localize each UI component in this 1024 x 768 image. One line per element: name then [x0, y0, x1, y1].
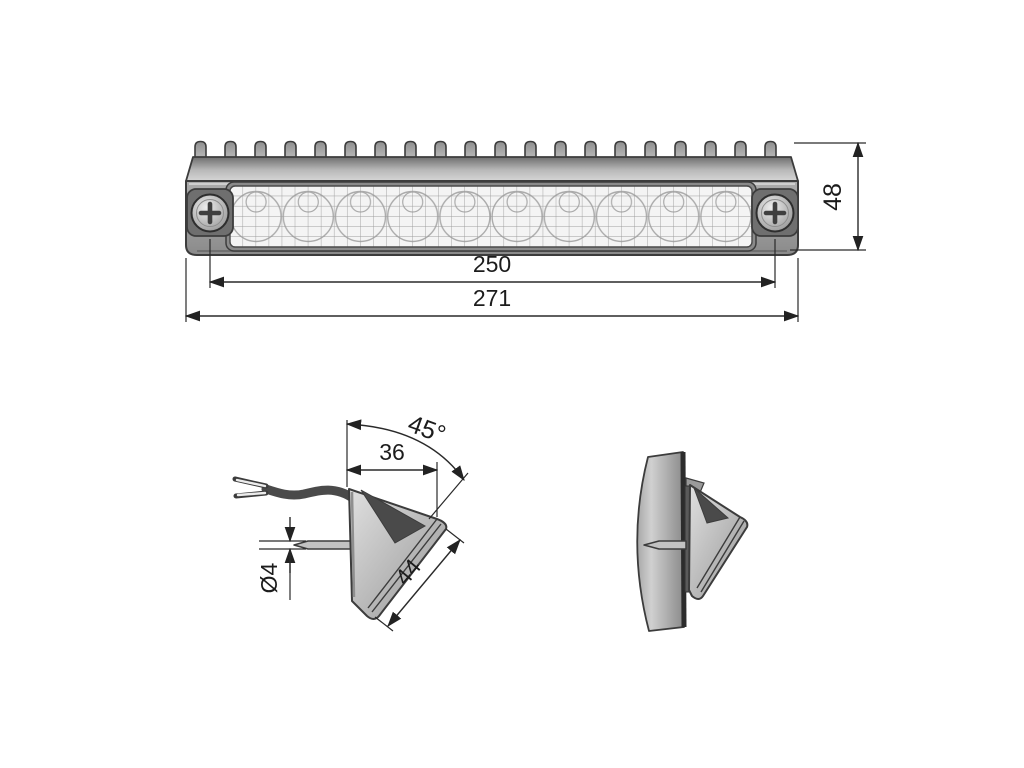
stripped-wires [235, 479, 266, 496]
bracket-wedge-body [689, 485, 747, 599]
phillips-screw-icon [187, 189, 233, 236]
lens-optics [230, 186, 752, 247]
dimension-overall-height [790, 143, 866, 250]
dim-label-250: 250 [472, 251, 512, 277]
front-view [186, 140, 798, 255]
dim-label-271: 271 [472, 285, 512, 311]
phillips-screw-icon [752, 189, 798, 236]
lens-assembly [226, 182, 756, 251]
dim-label-44: 44 [389, 553, 427, 591]
heatsink-body [186, 157, 798, 181]
mounting-pin [294, 541, 351, 549]
mounted-view [637, 452, 747, 631]
dim-label-36: 36 [379, 439, 405, 465]
bracket-wedge-body [349, 489, 446, 619]
dim-label-dia4: Ø4 [256, 562, 282, 594]
lens-grid-texture [230, 186, 752, 247]
dim-label-45deg: 45° [404, 409, 450, 450]
heatsink-fins [192, 140, 792, 158]
power-cable [266, 489, 354, 499]
dim-label-48: 48 [819, 183, 847, 211]
panel-edge [683, 452, 684, 627]
dimension-pin-diameter [256, 517, 306, 600]
